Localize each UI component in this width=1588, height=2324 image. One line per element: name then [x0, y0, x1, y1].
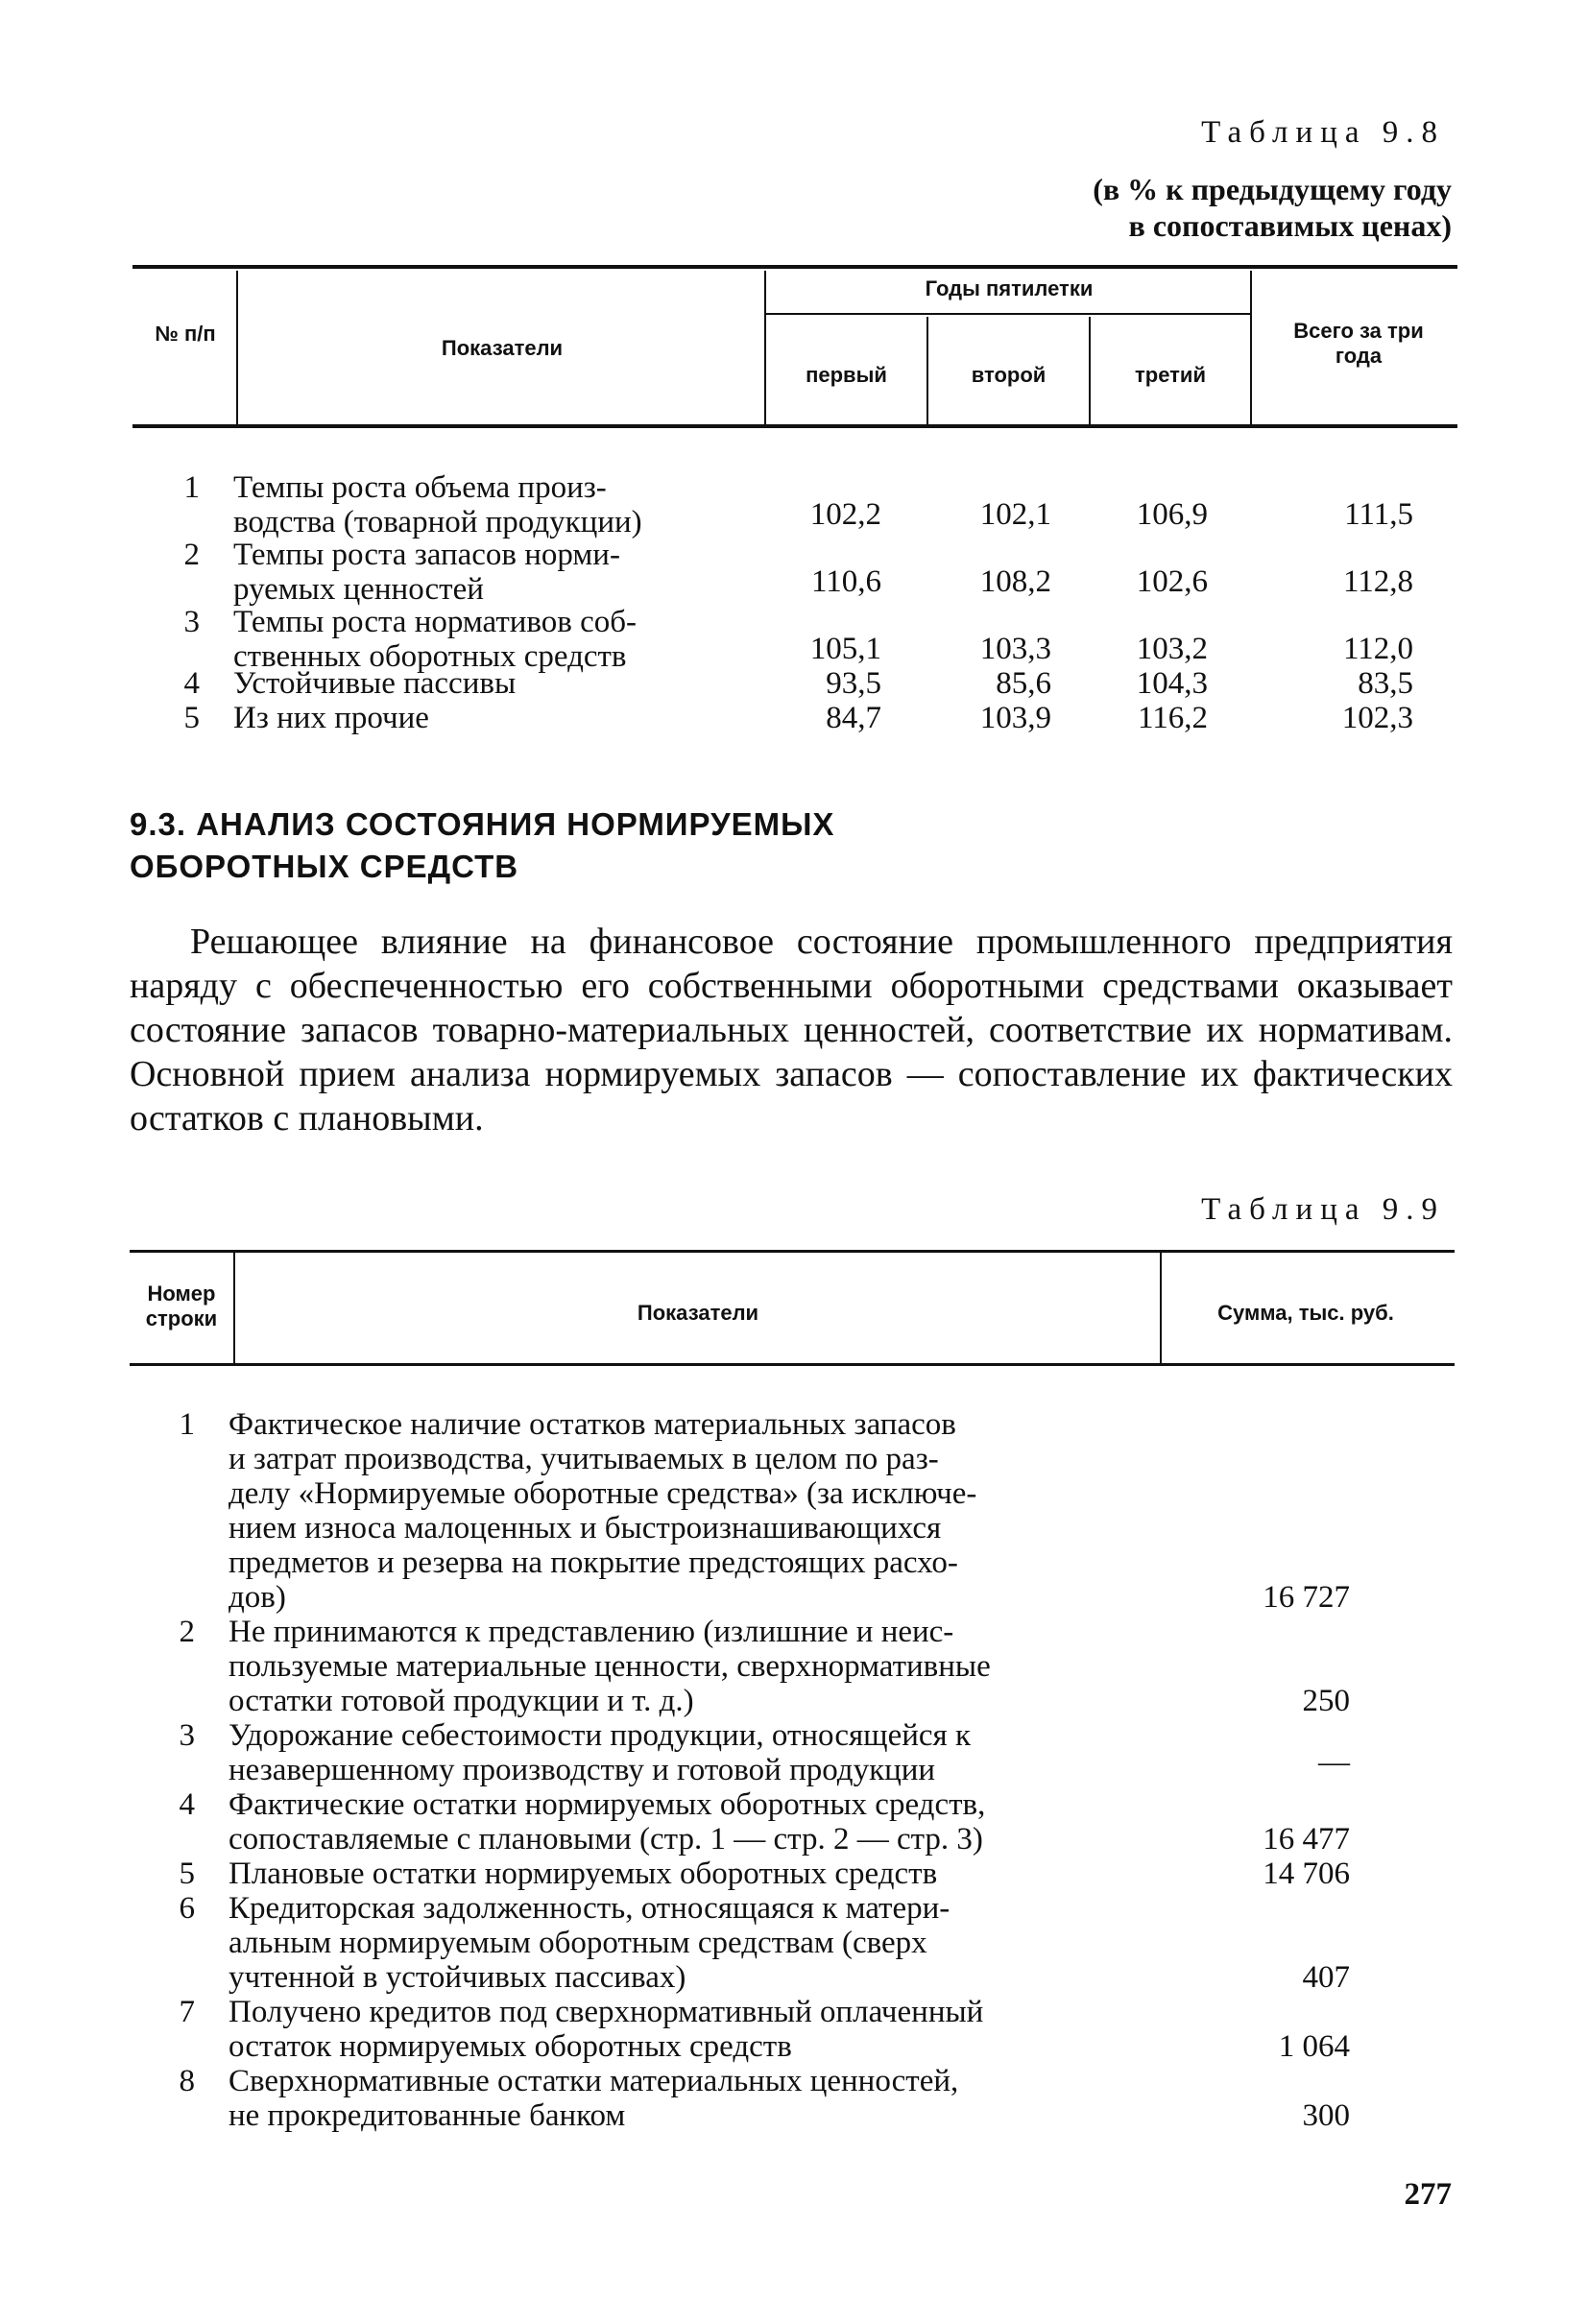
table-9-8-col-divider	[764, 271, 766, 424]
row-indicator: Получено кредитов под сверхнормативный оплаченный остаток нормируемых оборотных средств	[229, 1995, 984, 2064]
row-number: 1	[179, 1407, 195, 1442]
row-value-total: 83,5	[1358, 666, 1413, 701]
row-number: 3	[179, 1718, 195, 1753]
row-value-second: 103,9	[979, 701, 1051, 735]
row-indicator: Фактическое наличие остатков материальных запасов и затрат производства, учитываемых в целом по раз- делу «Нормируемые оборотные средства» (за исключе- нием износа малоценных и быстроизнашивающихся предметов и резерва на покрытие предстоящих расхо- дов)	[229, 1407, 977, 1615]
table-9-8-col-divider	[1250, 271, 1252, 424]
row-number: 3	[183, 605, 200, 639]
row-value-first: 93,5	[826, 666, 881, 701]
table-9-9-header-sum: Сумма, тыс. руб.	[1217, 1301, 1394, 1325]
table-9-8-header-second: второй	[971, 363, 1047, 387]
row-indicator: Темпы роста запасов норми- руемых ценностей	[233, 538, 620, 607]
row-value-first: 102,2	[809, 497, 881, 532]
row-number: 1	[183, 470, 200, 505]
row-sum: 407	[1302, 1960, 1350, 1995]
row-sum: 16 727	[1263, 1580, 1350, 1615]
row-indicator: Кредиторская задолженность, относящаяся к матери- альным нормируемым оборотным средствам (сверх учтенной в устойчивых пассивах)	[229, 1891, 950, 1995]
table-9-8-header-bottom-rule	[132, 424, 1457, 428]
row-value-second: 108,2	[979, 564, 1051, 599]
row-value-second: 103,3	[979, 632, 1051, 666]
row-sum: —	[1318, 1745, 1350, 1780]
table-9-8-header-third: третий	[1135, 363, 1206, 387]
table-9-8-header-first: первый	[806, 363, 887, 387]
row-indicator: Сверхнормативные остатки материальных ценностей, не прокредитованные банком	[229, 2064, 959, 2133]
table-9-8-col-divider	[236, 271, 238, 424]
section-paragraph: Решающее влияние на финансовое состояние промышленного предприятия наряду с обеспеченностью его собственными оборотными средствами оказывает состояние запасов товарно-материальных ценностей, соответствие их нормативам. Основной прием анализа нормируемых запасов — сопоставление их фактических остатков с плановыми.	[130, 922, 1453, 1138]
row-sum: 14 706	[1263, 1857, 1350, 1891]
table-9-8-note-line1: (в % к предыдущему году	[1093, 172, 1452, 206]
row-value-total: 102,3	[1341, 701, 1413, 735]
row-indicator: Устойчивые пассивы	[233, 666, 517, 701]
row-number: 4	[179, 1787, 195, 1822]
row-value-total: 111,5	[1344, 497, 1413, 532]
row-sum: 16 477	[1263, 1822, 1350, 1857]
section-heading-line1: 9.3. АНАЛИЗ СОСТОЯНИЯ НОРМИРУЕМЫХ	[130, 806, 835, 842]
page-number: 277	[1404, 2177, 1452, 2212]
table-9-8-header-years: Годы пятилетки	[925, 276, 1094, 300]
row-sum: 1 064	[1278, 2029, 1350, 2064]
row-indicator: Плановые остатки нормируемых оборотных средств	[229, 1857, 938, 1891]
row-value-first: 110,6	[810, 564, 881, 599]
row-indicator: Фактические остатки нормируемых оборотных средств, сопоставляемые с плановыми (стр. 1 — стр. 2 — стр. 3)	[229, 1787, 986, 1857]
row-number: 5	[183, 701, 200, 735]
row-sum: 300	[1302, 2098, 1350, 2133]
table-9-8-header-total: Всего за три года	[1293, 319, 1424, 368]
table-9-8-caption: Таблица 9.8	[1201, 115, 1445, 150]
row-number: 2	[179, 1615, 195, 1649]
row-value-second: 85,6	[996, 666, 1051, 701]
row-value-third: 106,9	[1136, 497, 1208, 532]
table-9-8-top-rule	[132, 265, 1457, 269]
row-indicator: Не принимаются к представлению (излишние и неис- пользуемые материальные ценности, сверхнормативные остатки готовой продукции и т. д.)	[229, 1615, 991, 1718]
row-value-third: 116,2	[1137, 701, 1208, 735]
row-number: 7	[179, 1995, 195, 2029]
row-indicator: Темпы роста нормативов соб- ственных оборотных средств	[233, 605, 638, 674]
row-indicator: Из них прочие	[233, 701, 429, 735]
table-9-9-col-divider	[233, 1253, 235, 1363]
row-value-first: 105,1	[809, 632, 881, 666]
row-value-first: 84,7	[826, 701, 881, 735]
row-number: 6	[179, 1891, 195, 1926]
row-sum: 250	[1302, 1684, 1350, 1718]
table-9-8-years-rule	[764, 313, 1250, 315]
section-heading-line2: ОБОРОТНЫХ СРЕДСТВ	[130, 849, 519, 884]
row-number: 5	[179, 1857, 195, 1891]
table-9-8-header-num: № п/п	[155, 322, 216, 346]
row-value-third: 102,6	[1136, 564, 1208, 599]
row-value-total: 112,8	[1342, 564, 1413, 599]
row-number: 4	[183, 666, 200, 701]
table-9-9-caption: Таблица 9.9	[1201, 1192, 1445, 1227]
table-9-9-top-rule	[130, 1250, 1455, 1253]
row-number: 2	[183, 538, 200, 572]
row-indicator: Удорожание себестоимости продукции, относящейся к незавершенному производству и готовой продукции	[229, 1718, 972, 1787]
row-value-second: 102,1	[979, 497, 1051, 532]
table-9-9-header-num: Номер строки	[145, 1282, 218, 1330]
table-9-9-header-bottom-rule	[130, 1363, 1455, 1366]
row-number: 8	[179, 2064, 195, 2098]
table-9-8-note-line2: в сопоставимых ценах)	[1128, 208, 1452, 243]
table-9-9-header-indicator: Показатели	[637, 1301, 759, 1325]
row-value-total: 112,0	[1342, 632, 1413, 666]
row-value-third: 103,2	[1136, 632, 1208, 666]
row-indicator: Темпы роста объема произ- водства (товарной продукции)	[233, 470, 642, 539]
table-9-8-header-indicator: Показатели	[441, 336, 564, 360]
row-value-third: 104,3	[1136, 666, 1208, 701]
